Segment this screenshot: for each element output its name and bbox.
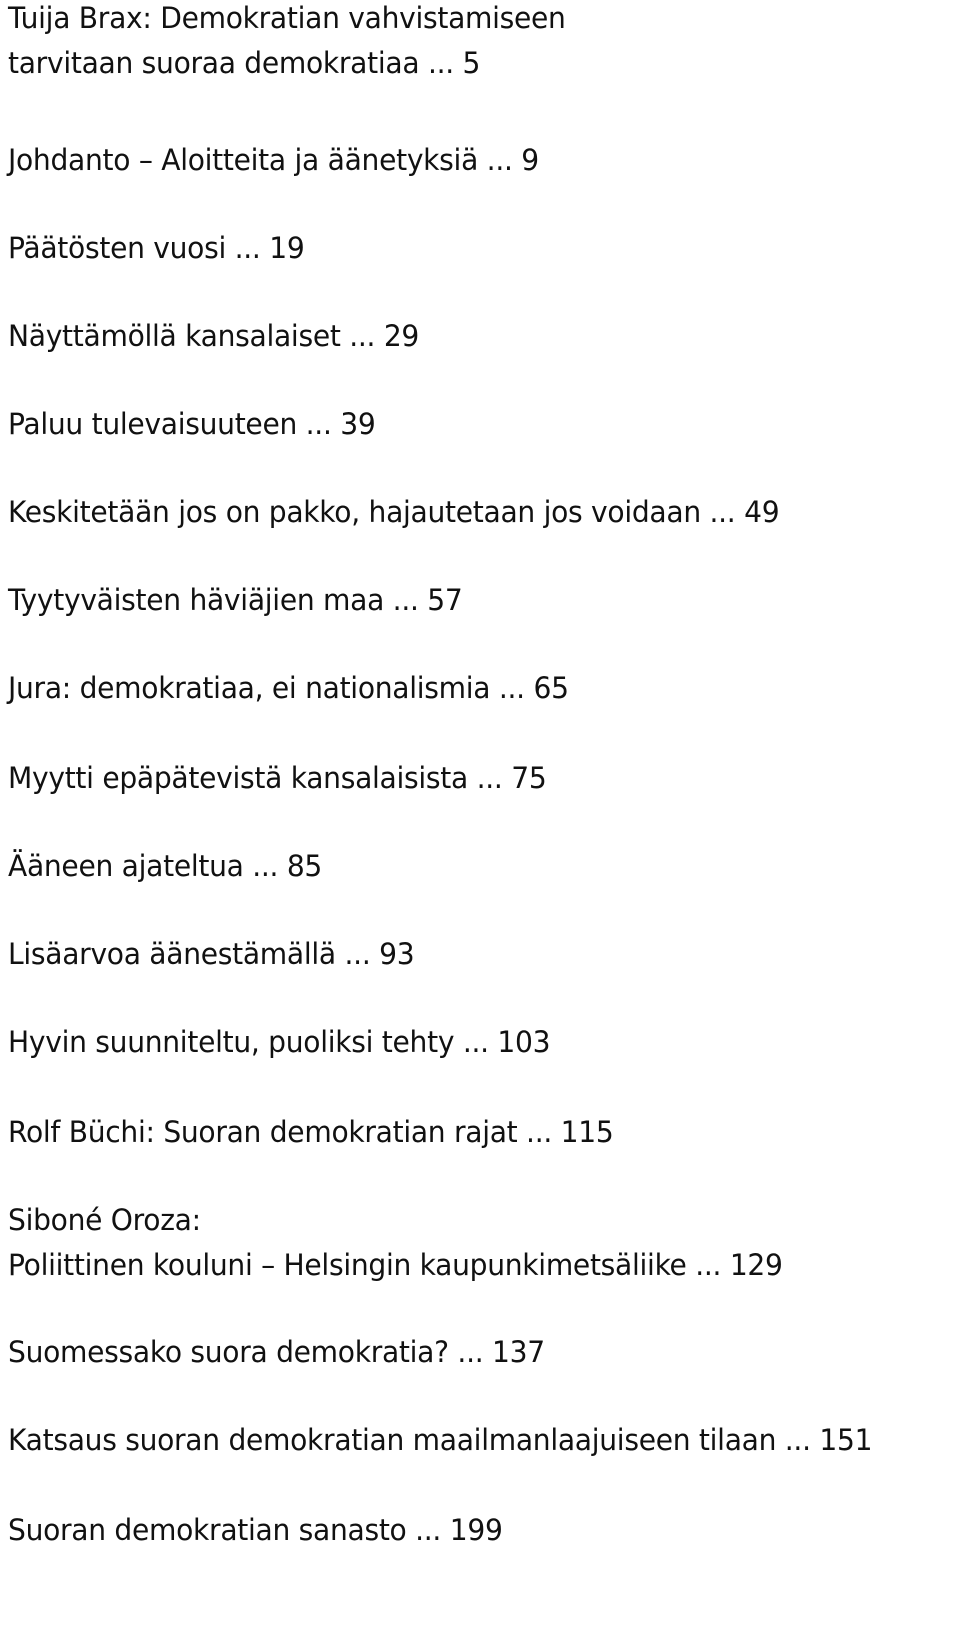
toc-entry-line: Näyttämöllä kansalaiset ... 29 bbox=[8, 319, 420, 353]
toc-entry bbox=[8, 138, 539, 183]
toc-entry-line: tarvitaan suoraa demokratiaa ... 5 bbox=[8, 46, 481, 80]
toc-entry bbox=[8, 666, 569, 711]
toc-entry bbox=[8, 844, 322, 889]
toc-entry-line: Keskitetään jos on pakko, hajautetaan jos voidaan ... 49 bbox=[8, 495, 780, 529]
toc-entry-line: Suomessako suora demokratia? ... 137 bbox=[8, 1335, 545, 1369]
toc-entry bbox=[8, 1418, 872, 1463]
toc-entry bbox=[8, 1330, 545, 1375]
toc-entry bbox=[8, 756, 546, 801]
toc-entry bbox=[8, 402, 375, 447]
toc-entry bbox=[8, 932, 414, 977]
toc-entry-line: Hyvin suunniteltu, puoliksi tehty ... 103 bbox=[8, 1025, 551, 1059]
toc-entry-line: Myytti epäpätevistä kansalaisista ... 75 bbox=[8, 761, 547, 795]
toc-entry bbox=[8, 1020, 550, 1065]
toc-entry bbox=[8, 1508, 503, 1553]
toc-entry bbox=[8, 1110, 613, 1155]
toc-entry-line: Päätösten vuosi ... 19 bbox=[8, 231, 305, 265]
toc-entry-line: Katsaus suoran demokratian maailmanlaajuiseen tilaan ... 151 bbox=[8, 1423, 873, 1457]
toc-entry bbox=[8, 314, 419, 359]
toc-entry-line: Paluu tulevaisuuteen ... 39 bbox=[8, 407, 376, 441]
toc-entry bbox=[8, 226, 304, 271]
toc-entry bbox=[8, 490, 779, 535]
toc-entry-line: Siboné Oroza: bbox=[8, 1203, 201, 1237]
toc-entry-line: Lisäarvoa äänestämällä ... 93 bbox=[8, 937, 415, 971]
toc-entry-line: Tyytyväisten häviäjien maa ... 57 bbox=[8, 583, 463, 617]
toc-entry bbox=[8, 1198, 783, 1288]
toc-entry-line: Tuija Brax: Demokratian vahvistamiseen bbox=[8, 1, 566, 35]
toc-entry-line: Suoran demokratian sanasto ... 199 bbox=[8, 1513, 503, 1547]
toc-entry-line: Jura: demokratiaa, ei nationalismia ... 65 bbox=[8, 671, 569, 705]
toc-entry bbox=[8, 578, 462, 623]
toc-entry bbox=[8, 0, 566, 86]
toc-entry-line: Poliittinen kouluni – Helsingin kaupunkimetsäliike ... 129 bbox=[8, 1248, 783, 1282]
toc-entry-line: Rolf Büchi: Suoran demokratian rajat ... 115 bbox=[8, 1115, 614, 1149]
toc-entry-line: Johdanto – Aloitteita ja äänetyksiä ... 9 bbox=[8, 143, 539, 177]
toc-entry-line: Ääneen ajateltua ... 85 bbox=[8, 849, 323, 883]
